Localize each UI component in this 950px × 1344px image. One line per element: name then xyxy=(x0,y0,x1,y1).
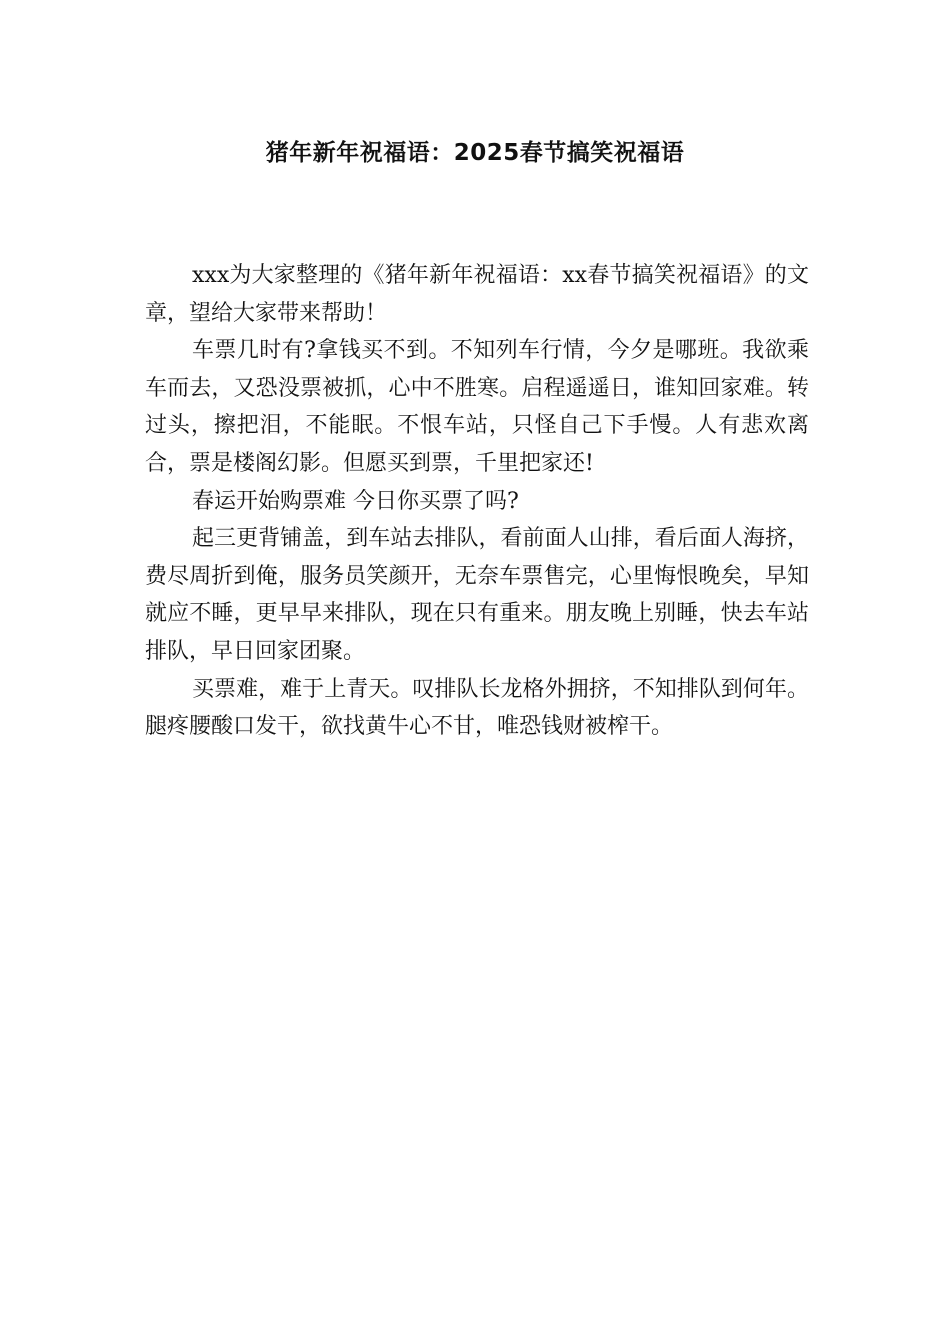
paragraph-queue-verse: 起三更背铺盖，到车站去排队，看前面人山排，看后面人海挤，费尽周折到俺，服务员笑颜开，无奈车票售完，心里悔恨晚矣，早知就应不睡，更早早来排队，现在只有重来。朋友晚上别睡，快去车站排队，早日回家团聚。 xyxy=(145,526,809,664)
paragraph-subheading: 春运开始购票难 今日你买票了吗? xyxy=(192,488,519,514)
paragraph-intro: xxx为大家整理的《猪年新年祝福语：xx春节搞笑祝福语》的文章，望给大家带来帮助！ xyxy=(145,263,809,326)
paragraph-ticket-poem: 车票几时有?拿钱买不到。不知列车行情，今夕是哪班。我欲乘车而去，又恐没票被抓，心中不胜寒。启程遥遥日，谁知回家难。转过头，擦把泪，不能眠。不恨车站，只怪自己下手慢。人有悲欢离合，票是楼阁幻影。但愿买到票，千里把家还! xyxy=(145,338,809,476)
paragraph-hard-to-buy: 买票难，难于上青天。叹排队长龙格外拥挤，不知排队到何年。腿疼腰酸口发干，欲找黄牛心不甘，唯恐钱财被榨干。 xyxy=(145,676,809,740)
document-title: 猪年新年祝福语：2025春节搞笑祝福语 xyxy=(265,140,685,166)
document-body xyxy=(145,257,809,746)
